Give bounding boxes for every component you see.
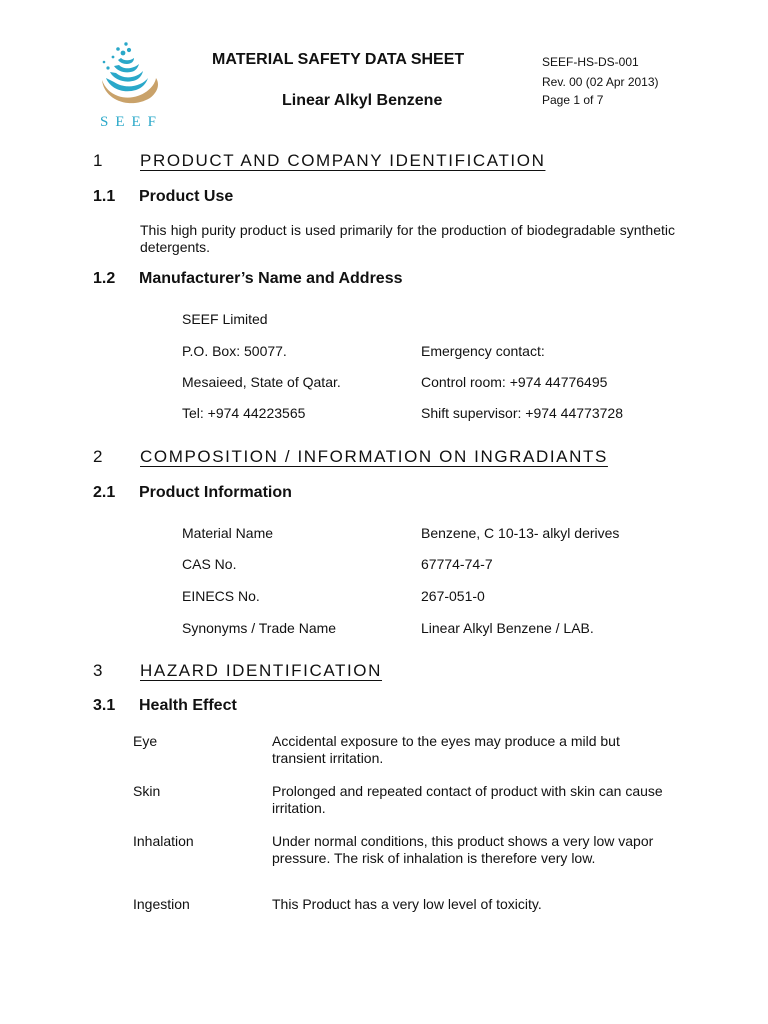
company-logo <box>96 38 166 134</box>
po-box: P.O. Box: 50077. <box>182 343 287 359</box>
subsection-2-1-number: 2.1 <box>93 484 116 501</box>
document-code: SEEF-HS-DS-001 <box>542 55 639 69</box>
section-2-title: COMPOSITION / INFORMATION ON INGRADIANTS <box>140 447 608 466</box>
subsection-1-1-title: Product Use <box>139 188 234 205</box>
health-effect-text: Under normal conditions, this product shows a very low vapor pressure. The risk of inhalation is therefore very low. <box>272 833 654 866</box>
telephone: Tel: +974 44223565 <box>182 405 306 421</box>
emergency-contact-label: Emergency contact: <box>421 343 545 359</box>
health-effect-label: Eye <box>133 733 158 749</box>
product-use-text: This high purity product is used primarily for the production of biodegradable synthetic detergents. <box>140 222 675 255</box>
subsection-2-1-title: Product Information <box>139 484 292 501</box>
product-info-value: Linear Alkyl Benzene / LAB. <box>421 620 594 636</box>
product-info-value: Benzene, C 10-13- alkyl derives <box>421 525 620 541</box>
product-info-label: Synonyms / Trade Name <box>182 620 337 636</box>
section-1-number: 1 <box>93 151 103 170</box>
health-effect-label: Skin <box>133 783 161 799</box>
section-3-title: HAZARD IDENTIFICATION <box>140 661 383 680</box>
product-info-value: 67774-74-7 <box>421 556 493 572</box>
health-effect-text: This Product has a very low level of toxicity. <box>272 896 542 912</box>
logo-wordmark: SEEF <box>100 114 164 130</box>
subsection-1-2-number: 1.2 <box>93 270 116 287</box>
subsection-1-2-title: Manufacturer’s Name and Address <box>139 270 403 287</box>
control-room-phone: Control room: +974 44776495 <box>421 374 608 390</box>
subsection-3-1-title: Health Effect <box>139 697 237 714</box>
page-number: Page 1 of 7 <box>542 93 604 107</box>
health-effect-label: Ingestion <box>133 896 190 912</box>
section-3-number: 3 <box>93 661 103 680</box>
product-info-label: EINECS No. <box>182 588 260 604</box>
seef-logo-icon <box>96 38 166 114</box>
health-effect-text: Accidental exposure to the eyes may produce a mild but transient irritation. <box>272 733 620 766</box>
shift-supervisor-phone: Shift supervisor: +974 44773728 <box>421 405 623 421</box>
subsection-3-1-number: 3.1 <box>93 697 116 714</box>
product-info-label: CAS No. <box>182 556 237 572</box>
company-name: SEEF Limited <box>182 311 268 327</box>
section-1-title: PRODUCT AND COMPANY IDENTIFICATION <box>140 151 546 170</box>
product-info-label: Material Name <box>182 525 274 541</box>
section-2-number: 2 <box>93 447 103 466</box>
city-country: Mesaieed, State of Qatar. <box>182 374 341 390</box>
document-title: MATERIAL SAFETY DATA SHEET <box>212 51 465 68</box>
health-effect-label: Inhalation <box>133 833 194 849</box>
document-revision: Rev. 00 (02 Apr 2013) <box>542 75 659 89</box>
product-info-value: 267-051-0 <box>421 588 485 604</box>
subsection-1-1-number: 1.1 <box>93 188 116 205</box>
health-effect-text: Prolonged and repeated contact of product with skin can cause irritation. <box>272 783 663 816</box>
document-subtitle: Linear Alkyl Benzene <box>282 92 443 109</box>
